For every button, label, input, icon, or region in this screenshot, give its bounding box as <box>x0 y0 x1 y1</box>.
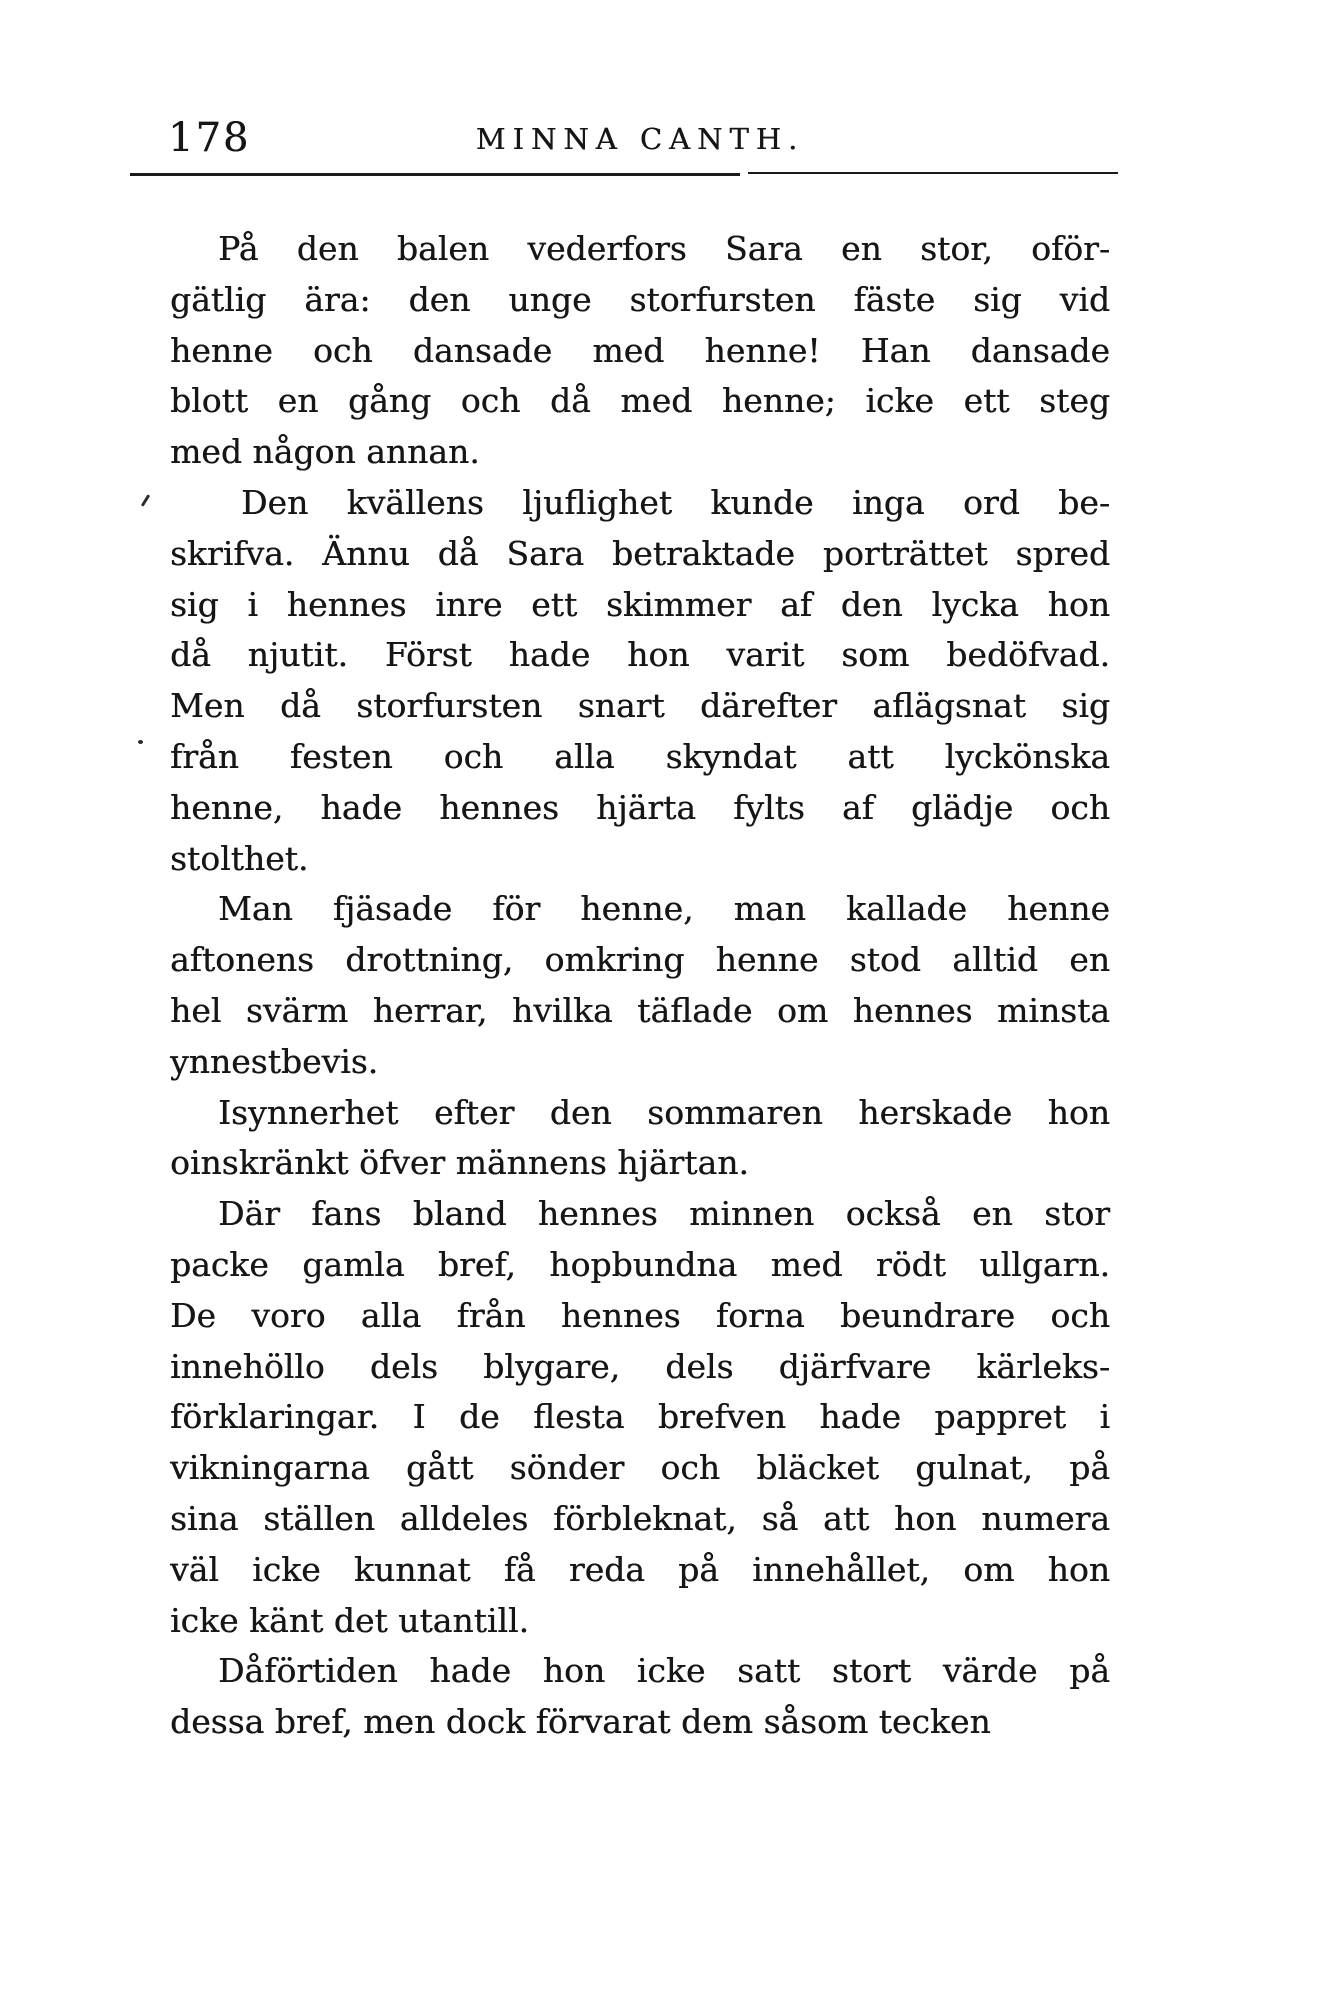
text-line: Där fans bland hennes minnen också en stor <box>218 1194 1110 1234</box>
text-line: dessa bref, men dock förvarat dem såsom tecken <box>170 1702 991 1742</box>
text-line: med någon annan. <box>170 432 480 472</box>
text-line: De voro alla från hennes forna beundrare och <box>170 1295 1110 1335</box>
text-line: vikningarna gått sönder och bläcket gulnat, på <box>170 1448 1110 1488</box>
text-line: henne och dansade med henne! Han dansade <box>170 330 1110 370</box>
text-line: stolthet. <box>170 838 309 878</box>
text-line: innehöllo dels blygare, dels djärfvare kärleks- <box>170 1346 1110 1386</box>
scan-speck <box>141 494 150 507</box>
running-title: MINNA CANTH. <box>475 122 805 156</box>
text-line: sig i hennes inre ett skimmer af den lycka hon <box>170 584 1110 624</box>
text-line: sina ställen alldeles förbleknat, så att hon numera <box>170 1498 1110 1538</box>
text-line: aftonens drottning, omkring henne stod alltid en <box>170 940 1110 980</box>
text-line: hel svärm herrar, hvilka täflade om hennes minsta <box>170 990 1110 1030</box>
text-line: På den balen vederfors Sara en stor, oför- <box>218 229 1110 268</box>
text-line: icke känt det utantill. <box>170 1600 529 1640</box>
text-line: skrifva. Ännu då Sara betraktade porträttet spred <box>170 533 1110 573</box>
text-line: henne, hade hennes hjärta fylts af glädje och <box>170 787 1110 827</box>
text-line: oinskränkt öfver männens hjärtan. <box>170 1143 749 1183</box>
header-rule-right <box>748 172 1118 175</box>
text-line: ynnestbevis. <box>170 1041 379 1081</box>
text-line: Men då storfursten snart därefter aflägsnat sig <box>170 686 1110 726</box>
text-line: packe gamla bref, hopbundna med rödt ullgarn. <box>170 1244 1110 1284</box>
page-number: 178 <box>168 115 251 161</box>
text-line: Man fjäsade för henne, man kallade henne <box>218 889 1110 929</box>
text-line: Dåförtiden hade hon icke satt stort värde på <box>218 1651 1110 1691</box>
text-line: blott en gång och då med henne; icke ett steg <box>170 381 1110 421</box>
page-text <box>170 224 1110 1748</box>
text-line: väl icke kunnat få reda på innehållet, om hon <box>170 1549 1110 1589</box>
text-line: Isynnerhet efter den sommaren herskade hon <box>218 1092 1110 1132</box>
header-rule-left <box>130 173 740 176</box>
text-line: Den kvällens ljuflighet kunde inga ord be- <box>241 482 1110 522</box>
text-line: förklaringar. I de flesta brefven hade pappret i <box>170 1397 1110 1437</box>
text-line: då njutit. Först hade hon varit som bedöfvad. <box>170 635 1110 675</box>
text-line: från festen och alla skyndat att lyckönska <box>170 736 1110 776</box>
scan-speck <box>138 740 143 744</box>
text-line: gätlig ära: den unge storfursten fäste sig vid <box>170 279 1110 319</box>
